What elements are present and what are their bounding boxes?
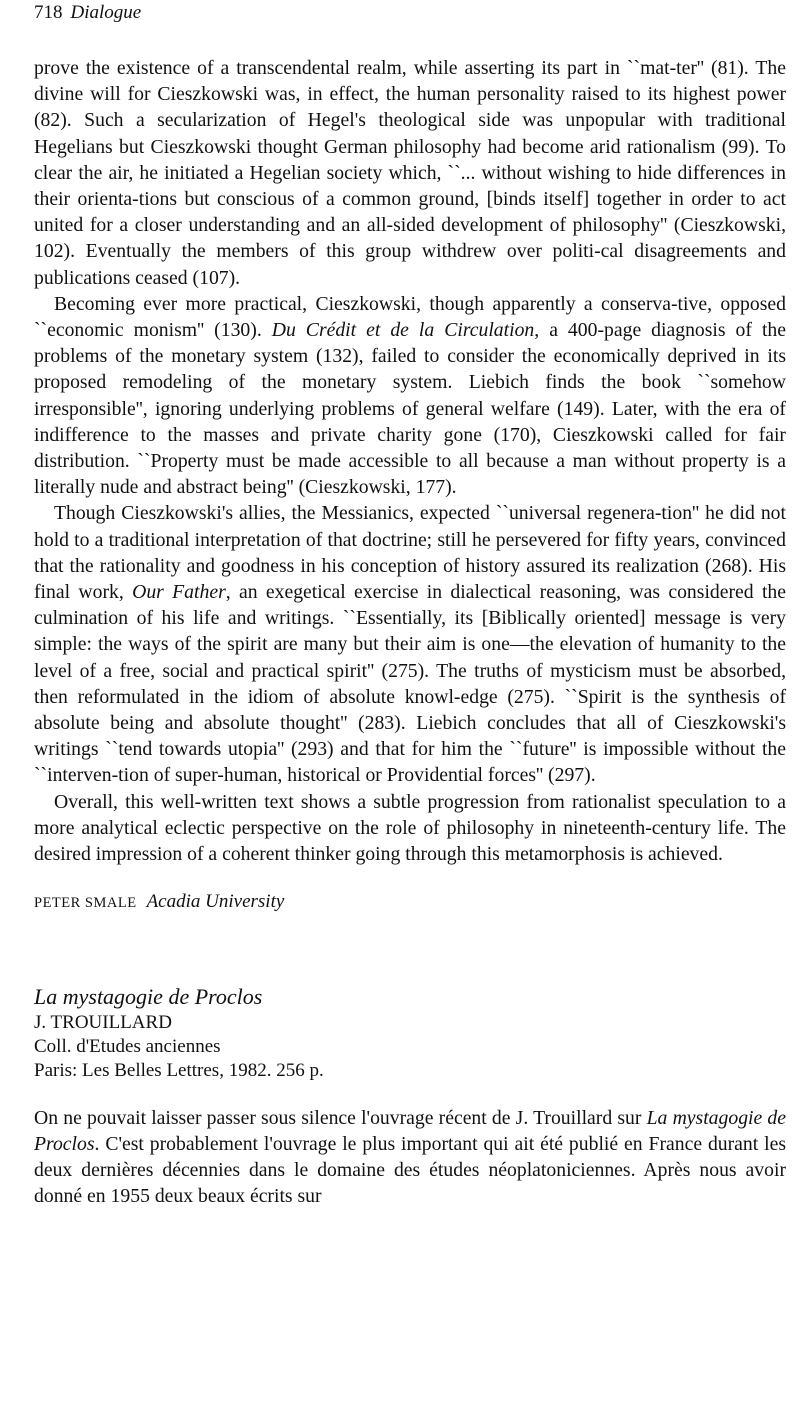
article-paragraph-2: Becoming ever more practical, Cieszkowski, though apparently a conserva-tive, opposed ``economic monism'' (130). Du Crédit et de la Circulation, a 400-page diagnosis of the problems of the monetary system (132), failed to consider the economically deprived in its proposed remodeling of the monetary system. Liebich finds the book ``somehow irresponsible'', ignoring underlying problems of general welfare (149). Later, with the era of indifference to the masses and private charity gone (170), Cieszkowski called for fair distribution. ``Property must be made accessible to all because a man without property is a literally nude and abstract being'' (Cieszkowski, 177). bbox=[34, 292, 787, 499]
reviewer-signature bbox=[34, 889, 786, 916]
running-head bbox=[34, 2, 141, 24]
review-book-title: La mystagogie de Proclos bbox=[34, 1106, 786, 1155]
reviewer-affiliation: Acadia University bbox=[146, 891, 285, 913]
reviewer-name: PETER SMALE bbox=[34, 895, 137, 912]
review-series: Coll. d'Etudes anciennes bbox=[34, 1035, 221, 1057]
review-paragraph-1: On ne pouvait laisser passer sous silence l'ouvrage récent de J. Trouillard sur La mystagogie de Proclos. C'est probablement l'ouvrage le plus important qui ait été publié en France durant les deux dernières décennies dans le domaine des études néoplatoniciennes. Après nous avoir donné en 1955 deux beaux écrits sur bbox=[34, 1106, 786, 1208]
book-title-our-father: Our Father bbox=[132, 581, 226, 604]
article-paragraph-1: prove the existence of a transcendental realm, while asserting its part in ``mat-ter'' (81). The divine will for Cieszkowski was, in effect, the human personality raised to its highest power (82). Such a secularization of Hegel's theological side was unpopular with traditional Hegelians but Cieszkowski thought German philosophy had become arid rationalism (99). To clear the air, he initiated a Hegelian society which, ``... without wishing to hide differences in their orienta-tions but conscious of a common ground, [binds itself] together in order to act united for a closer understanding and an all-sided development of philosophy'' (Cieszkowski, 102). Eventually the members of this group withdrew over politi-cal disagreements and publications ceased (107). bbox=[34, 57, 786, 289]
article-paragraph-4: Overall, this well-written text shows a subtle progression from rationalist speculation to a more analytical eclectic perspective on the role of philosophy in nineteenth-century life. The desired impression of a coherent thinker going through this metamorphosis is achieved. bbox=[34, 790, 786, 866]
book-title-du-credit: Du Crédit et de la Circulation bbox=[271, 319, 535, 342]
body-text bbox=[34, 55, 786, 1209]
review-author: J. TROUILLARD bbox=[34, 1011, 172, 1033]
article-paragraph-3: Though Cieszkowski's allies, the Messianics, expected ``universal regenera-tion'' he did not hold to a traditional interpretation of that doctrine; still he persevered for fifty years, convinced that the rationality and goodness in his conception of history assured its realization (268). His final work, Our Father, an exegetical exercise in dialectical reasoning, was considered the culmination of his life and writings. ``Essentially, its [Biblically oriented] message is very simple: the ways of the spirit are many but their aim is one—the elevation of humanity to the level of a free, social and practical spirit'' (275). The truths of mysticism must be absorbed, then reformulated in the idiom of absolute knowl-edge (275). ``Spirit is the synthesis of absolute being and absolute thought'' (283). Liebich concludes that all of Cieszkowski's writings ``tend towards utopia'' (293) and that for him the ``future'' is impossible without the ``interven-tion of super-human, historical or Providential forces'' (297). bbox=[34, 502, 787, 787]
page-number: 718 bbox=[34, 2, 63, 23]
journal-title: Dialogue bbox=[70, 2, 142, 23]
review-publication: Paris: Les Belles Lettres, 1982. 256 p. bbox=[34, 1059, 324, 1081]
review-title: La mystagogie de Proclos bbox=[34, 983, 263, 1009]
review-header bbox=[34, 983, 786, 1083]
